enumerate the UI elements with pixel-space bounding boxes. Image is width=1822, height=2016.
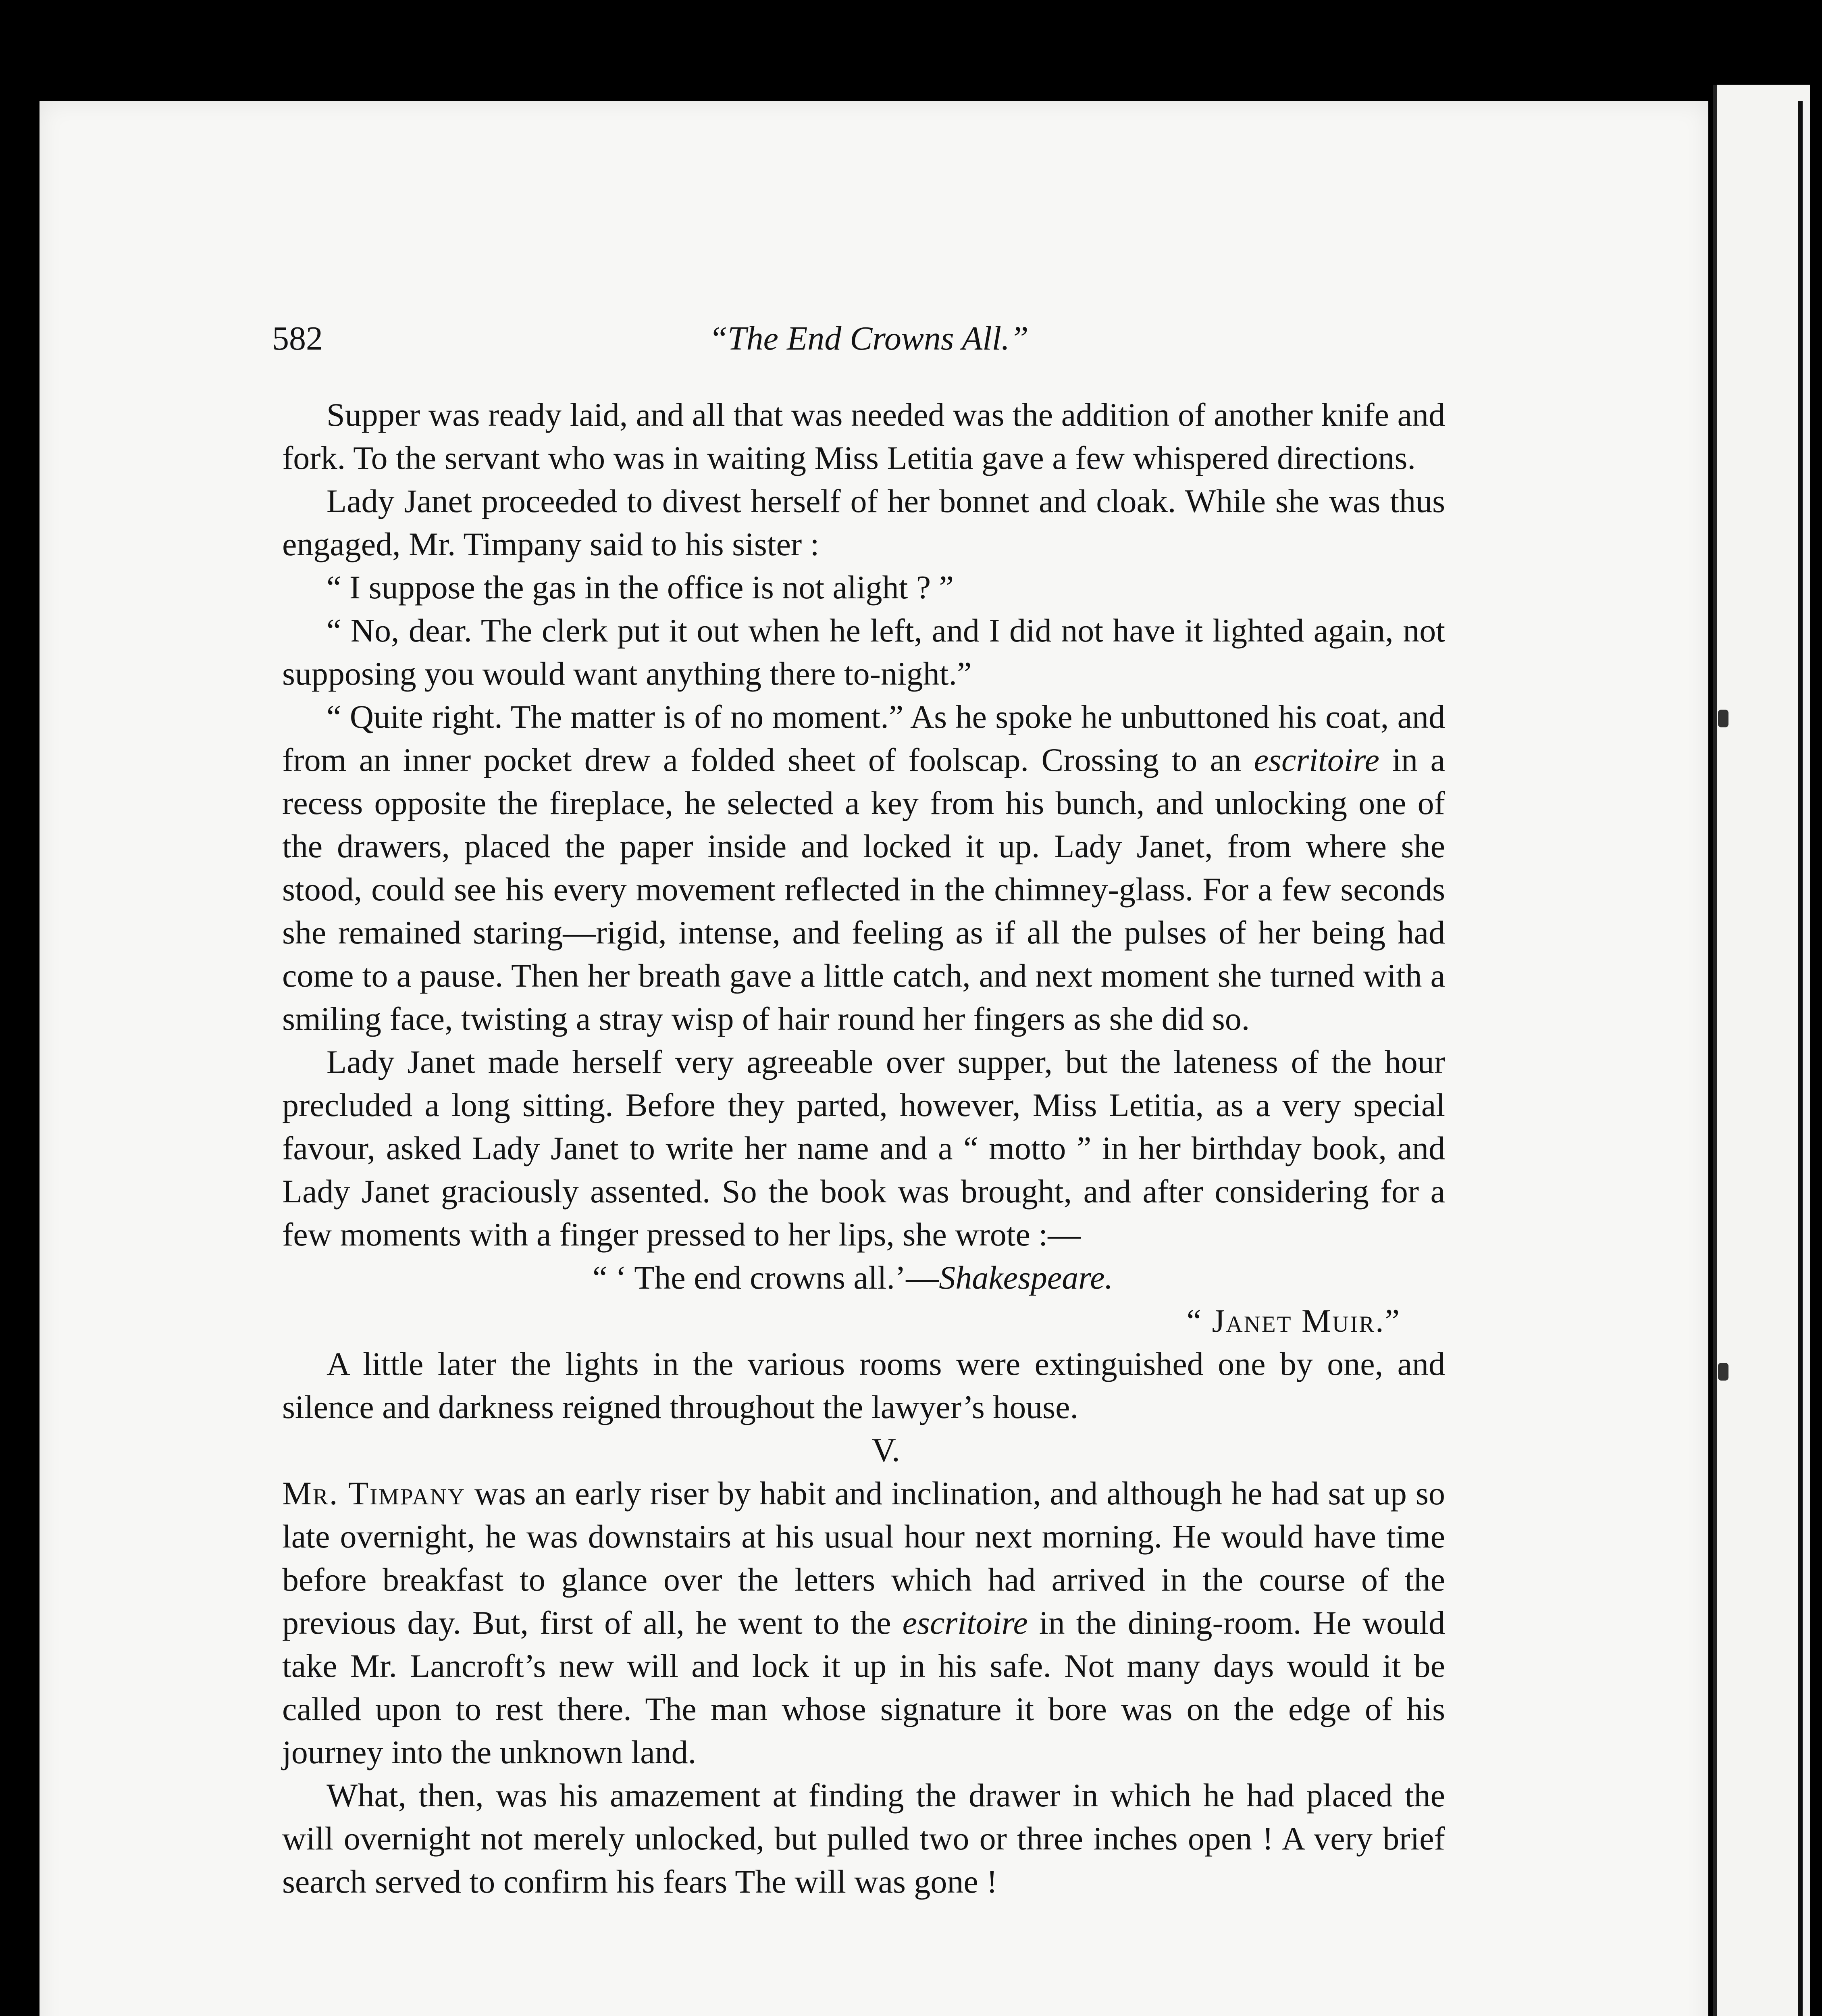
- paragraph: “ I suppose the gas in the office is not alight ? ”: [327, 569, 954, 606]
- paragraph-text: in a recess opposite the fireplace, he selected a key from his bunch, and unlocking one of the drawers, placed the paper inside and locked it up. Lady Janet, from where she stood, could see his every movement reflected in the chimney-glass. For a few seconds she remained staring—rigid, intense, and feeling as if all the pulses of her being had come to a pause. Then her breath gave a little catch, and next moment she turned with a smiling face, twisting a stray wisp of hair round her fingers as she did so.: [282, 741, 1445, 1037]
- body-text: [282, 393, 1445, 1903]
- paragraph: “ No, dear. The clerk put it out when he left, and I did not have it lighted again, not supposing you would want anything there to-night.”: [282, 612, 1445, 692]
- italic-term: escritoire: [1254, 741, 1379, 778]
- italic-term: escritoire: [902, 1604, 1028, 1641]
- paragraph: Supper was ready laid, and all that was needed was the addition of another knife and fork. To the servant who was in waiting Miss Letitia gave a few whispered directions.: [282, 396, 1445, 476]
- quotation: [282, 1256, 1445, 1299]
- quote-attribution: Shakespeare.: [939, 1259, 1113, 1296]
- paragraph: [282, 1472, 1445, 1774]
- signature: “ Janet Muir.”: [1186, 1302, 1401, 1339]
- paragraph: [282, 695, 1445, 1040]
- section-number: V.: [871, 1431, 900, 1469]
- facing-page-edge: [1713, 85, 1810, 2016]
- paragraph: Lady Janet made herself very agreeable over supper, but the lateness of the hour precluded a long sitting. Before they parted, however, Miss Letitia, as a very special favour, asked Lady Janet to write her name and a “ motto ” in her birthday book, and Lady Janet graciously assented. So the book was brought, and after considering for a few moments with a finger pressed to her lips, she wrote :—: [282, 1043, 1445, 1253]
- paragraph: Lady Janet proceeded to divest herself of her bonnet and cloak. While she was thus engaged, Mr. Timpany said to his sister :: [282, 483, 1445, 562]
- running-head: [272, 317, 1465, 361]
- paragraph-text: “ Quite right. The matter is of no moment.” As he spoke he unbuttoned his coat, and from an inner pocket drew a folded sheet of foolscap. Crossing to an: [282, 698, 1445, 778]
- paragraph-lead-smallcaps: Mr. Timpany: [282, 1475, 466, 1512]
- paragraph-text: in the dining-room. He would take Mr. Lancroft’s new will and lock it up in his safe. Not many days would it be called upon to rest there. The man whose signature it bore was on the edge of his journey into the unknown land.: [282, 1604, 1445, 1770]
- paragraph: What, then, was his amazement at finding the drawer in which he had placed the will overnight not merely unlocked, but pulled two or three inches open ! A very brief search served to confirm his fears The will was gone !: [282, 1777, 1445, 1900]
- paragraph-text: was an early riser by habit and inclination, and although he had sat up so late overnight, he was downstairs at his usual hour next morning. He would have time before breakfast to glance over the letters which had arrived in the course of the previous day. But, first of all, he went to the: [282, 1475, 1445, 1641]
- running-title: “The End Crowns All.”: [709, 320, 1029, 357]
- binding-mark: [1718, 1363, 1728, 1381]
- quote-text: “ ‘ The end crowns all.’—: [593, 1259, 939, 1296]
- page-number: 582: [272, 320, 323, 357]
- binding-mark: [1718, 710, 1728, 727]
- paragraph: A little later the lights in the various rooms were extinguished one by one, and silence and darkness reigned throughout the lawyer’s house.: [282, 1345, 1445, 1425]
